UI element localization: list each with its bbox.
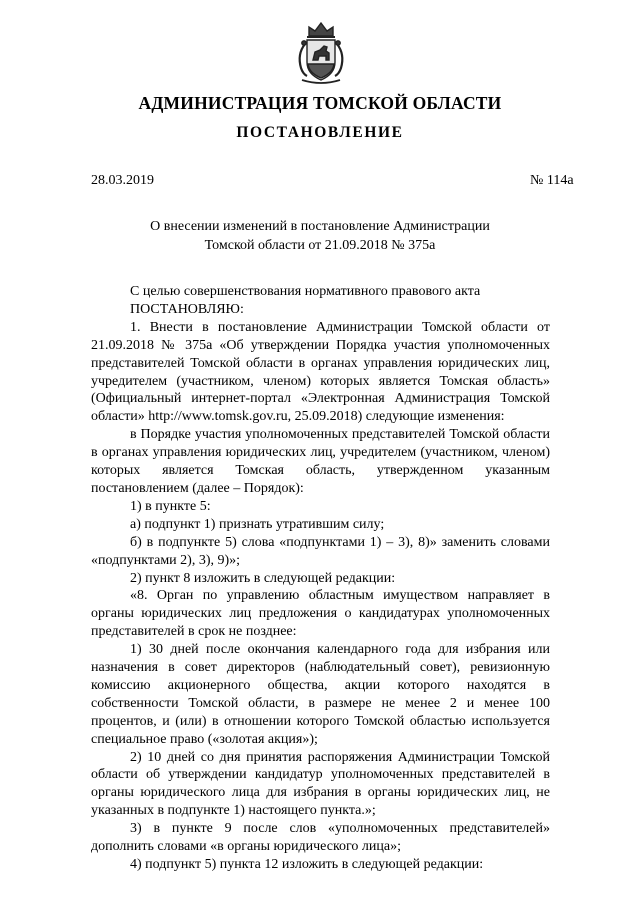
- paragraph: 1. Внести в постановление Администрации Томской области от 21.09.2018 № 375а «Об утверждении Порядка участия уполномоченных представителей Томской области в органах управления юридических лиц, учредителем (участником, членом) которых является Томская область» (Официальный интернет-портал «Электронная Администрация Томской области» http://www.tomsk.gov.ru, 25.09.2018) следующие изменения:: [91, 319, 550, 425]
- paragraph: 3) в пункте 9 после слов «уполномоченных представителей» дополнить словами «в органы юридического лица»;: [91, 821, 550, 855]
- paragraph: 2) пункт 8 изложить в следующей редакции:: [130, 570, 396, 586]
- paragraph: 4) подпункт 5) пункта 12 изложить в следующей редакции:: [130, 857, 484, 872]
- document-date: 28.03.2019: [91, 173, 154, 188]
- paragraph: 2) 10 дней со дня принятия распоряжения Администрации Томской области об утверждении кандидатур уполномоченных представителей в органы юридического лица для избрания в органы юридических лиц, не указанных в подпункте 1) настоящего пункта.»;: [91, 749, 550, 819]
- paragraph: а) подпункт 1) признать утратившим силу;: [130, 516, 385, 532]
- organization-name: АДМИНИСТРАЦИЯ ТОМСКОЙ ОБЛАСТИ: [138, 93, 502, 113]
- paragraph: С целью совершенствования нормативного правового акта: [130, 284, 481, 299]
- document-type: ПОСТАНОВЛЕНИЕ: [236, 124, 404, 141]
- paragraph: 1) в пункте 5:: [130, 498, 211, 514]
- document-number: № 114а: [530, 173, 574, 188]
- paragraph: в Порядке участия уполномоченных представителей Томской области в органах управления юридических лиц, учредителем (участником, членом) которых является Томская область, утвержденном указанным постановлением (далее – Порядок):: [91, 427, 550, 496]
- coat-of-arms-icon: [293, 20, 349, 86]
- paragraph: 1) 30 дней после окончания календарного года для избрания или назначения в совет директоров (наблюдательный совет), ревизионную комиссию акционерного общества, акции которого находятся в собственности Томской области, в размере не менее 2 и менее 100 процентов, и (или) в отношении которого Томской областью используется специальное право («золотая акция»);: [91, 642, 550, 747]
- document-body: [91, 283, 550, 874]
- paragraph: б) в подпункте 5) слова «подпунктами 1) – 3), 8)» заменить словами «подпунктами 2), 3), 9)»;: [91, 534, 550, 568]
- paragraph: «8. Орган по управлению областным имуществом направляет в органы юридических лиц предложения о кандидатурах уполномоченных представителей в срок не позднее:: [91, 588, 550, 640]
- paragraph: ПОСТАНОВЛЯЮ:: [130, 301, 244, 317]
- subject-line-2: Томской области от 21.09.2018 № 375а: [204, 238, 436, 253]
- subject-line-1: О внесении изменений в постановление Администрации: [150, 219, 490, 234]
